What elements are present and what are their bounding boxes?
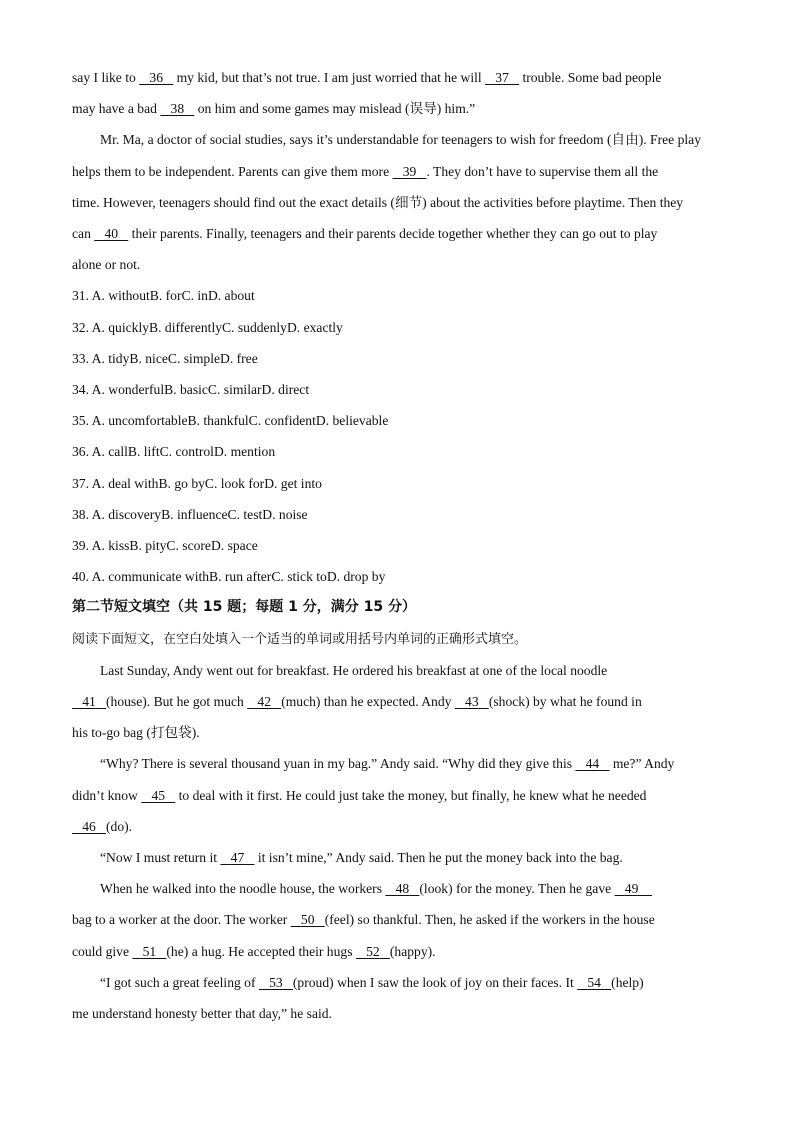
text: can: [72, 226, 95, 242]
passage-line: [72, 62, 727, 93]
blank-51: 51: [142, 943, 157, 959]
story-line: his to-go bag (打包袋).: [72, 725, 200, 741]
story-line: [72, 811, 727, 842]
text: bag to a worker at the door. The worker: [72, 912, 291, 928]
text: (proud) when I saw the look of joy on their faces. It: [292, 974, 578, 990]
text: me?” Andy: [609, 756, 675, 772]
blank-52: 52: [366, 943, 380, 959]
text: to deal with it first. He could just take the money, but finally, he knew what he needed: [175, 787, 647, 803]
text: helps them to be independent. Parents can give them more: [72, 163, 393, 179]
blank-54: 54: [587, 974, 601, 990]
blank-39: 39: [402, 163, 417, 179]
passage-line: time. However, teenagers should find out the exact details (细节) about the activities before playtime. Then they: [72, 194, 684, 210]
story-line: [72, 842, 727, 873]
blank-36: 36: [149, 70, 163, 85]
option-line-37: 37. A. deal withB. go byC. look forD. get into: [72, 475, 322, 491]
text: it isn’t mine,” Andy said. Then he put the money back into the bag.: [254, 850, 623, 866]
blank-37: 37: [495, 70, 509, 85]
text: (feel) so thankful. Then, he asked if the workers in the house: [324, 912, 655, 928]
blank-53: 53: [269, 974, 283, 990]
story-line: [72, 748, 727, 779]
passage-line: [72, 218, 727, 249]
blank-41: 41: [82, 694, 96, 710]
text: (much) than he expected. Andy: [281, 694, 455, 710]
story-line: [72, 967, 727, 998]
text: “Now I must return it: [100, 850, 221, 866]
option-line-32: 32. A. quicklyB. differentlyC. suddenlyD. exactly: [72, 319, 343, 335]
text: “Why? There is several thousand yuan in my bag.” Andy said. “Why did they give this: [100, 756, 576, 772]
story-line: [72, 686, 727, 717]
blank-49: 49: [624, 881, 639, 897]
story-line: [72, 904, 727, 935]
text: may have a bad: [72, 101, 161, 117]
passage-line: alone or not.: [72, 257, 141, 273]
story-line: [72, 936, 727, 967]
text: (do).: [106, 818, 133, 834]
text: . They don’t have to supervise them all the: [426, 163, 659, 179]
text: “I got such a great feeling of: [100, 974, 259, 990]
text: trouble. Some bad people: [519, 70, 662, 85]
passage-line: Mr. Ma, a doctor of social studies, says it’s understandable for teenagers to wish for freedom (自由). Free play: [100, 132, 701, 148]
exam-page: [72, 62, 727, 1029]
blank-38: 38: [170, 101, 185, 117]
text: When he walked into the noodle house, the workers: [100, 881, 386, 897]
blank-45: 45: [151, 787, 166, 803]
story-line: me understand honesty better that day,” he said.: [72, 1006, 332, 1022]
blank-46: 46: [82, 818, 96, 834]
option-line-36: 36. A. callB. liftC. controlD. mention: [72, 444, 276, 460]
blank-48: 48: [395, 881, 410, 897]
text: (happy).: [389, 943, 436, 959]
text: didn’t know: [72, 787, 142, 803]
option-line-31: 31. A. withoutB. forC. inD. about: [72, 288, 255, 304]
section-instruction: 阅读下面短文，在空白处填入一个适当的单词或用括号内单词的正确形式填空。: [72, 631, 528, 647]
blank-44: 44: [585, 756, 600, 772]
section-heading: 第二节短文填空（共 15 题；每题 1 分，满分 15 分）: [72, 599, 416, 616]
blank-43: 43: [465, 694, 479, 710]
story-line: Last Sunday, Andy went out for breakfast. He ordered his breakfast at one of the local noodle: [100, 662, 608, 678]
text: say I like to: [72, 70, 140, 85]
text: (he) a hug. He accepted their hugs: [166, 943, 356, 959]
blank-50: 50: [300, 912, 315, 928]
text: could give: [72, 943, 133, 959]
passage-line: [72, 93, 727, 124]
option-line-34: 34. A. wonderfulB. basicC. similarD. direct: [72, 382, 310, 398]
text: (shock) by what he found in: [488, 694, 642, 710]
option-line-39: 39. A. kissB. pityC. scoreD. space: [72, 538, 258, 554]
story-line: [72, 873, 727, 904]
story-line: [72, 780, 727, 811]
text: (look) for the money. Then he gave: [419, 881, 615, 897]
option-line-33: 33. A. tidyB. niceC. simpleD. free: [72, 350, 258, 366]
option-line-35: 35. A. uncomfortableB. thankfulC. confidentD. believable: [72, 413, 389, 429]
blank-47: 47: [230, 850, 245, 866]
text: on him and some games may mislead (误导) him.”: [194, 101, 476, 117]
text: (help): [611, 974, 644, 990]
blank-42: 42: [257, 694, 271, 710]
option-line-38: 38. A. discoveryB. influenceC. testD. noise: [72, 506, 308, 522]
text: my kid, but that’s not true. I am just worried that he will: [173, 70, 486, 85]
option-line-40: 40. A. communicate withB. run afterC. stick toD. drop by: [72, 569, 386, 585]
passage-line: [72, 156, 727, 187]
text: (house). But he got much: [106, 694, 248, 710]
text: their parents. Finally, teenagers and their parents decide together whether they can go out to play: [128, 226, 658, 242]
blank-40: 40: [104, 226, 119, 242]
